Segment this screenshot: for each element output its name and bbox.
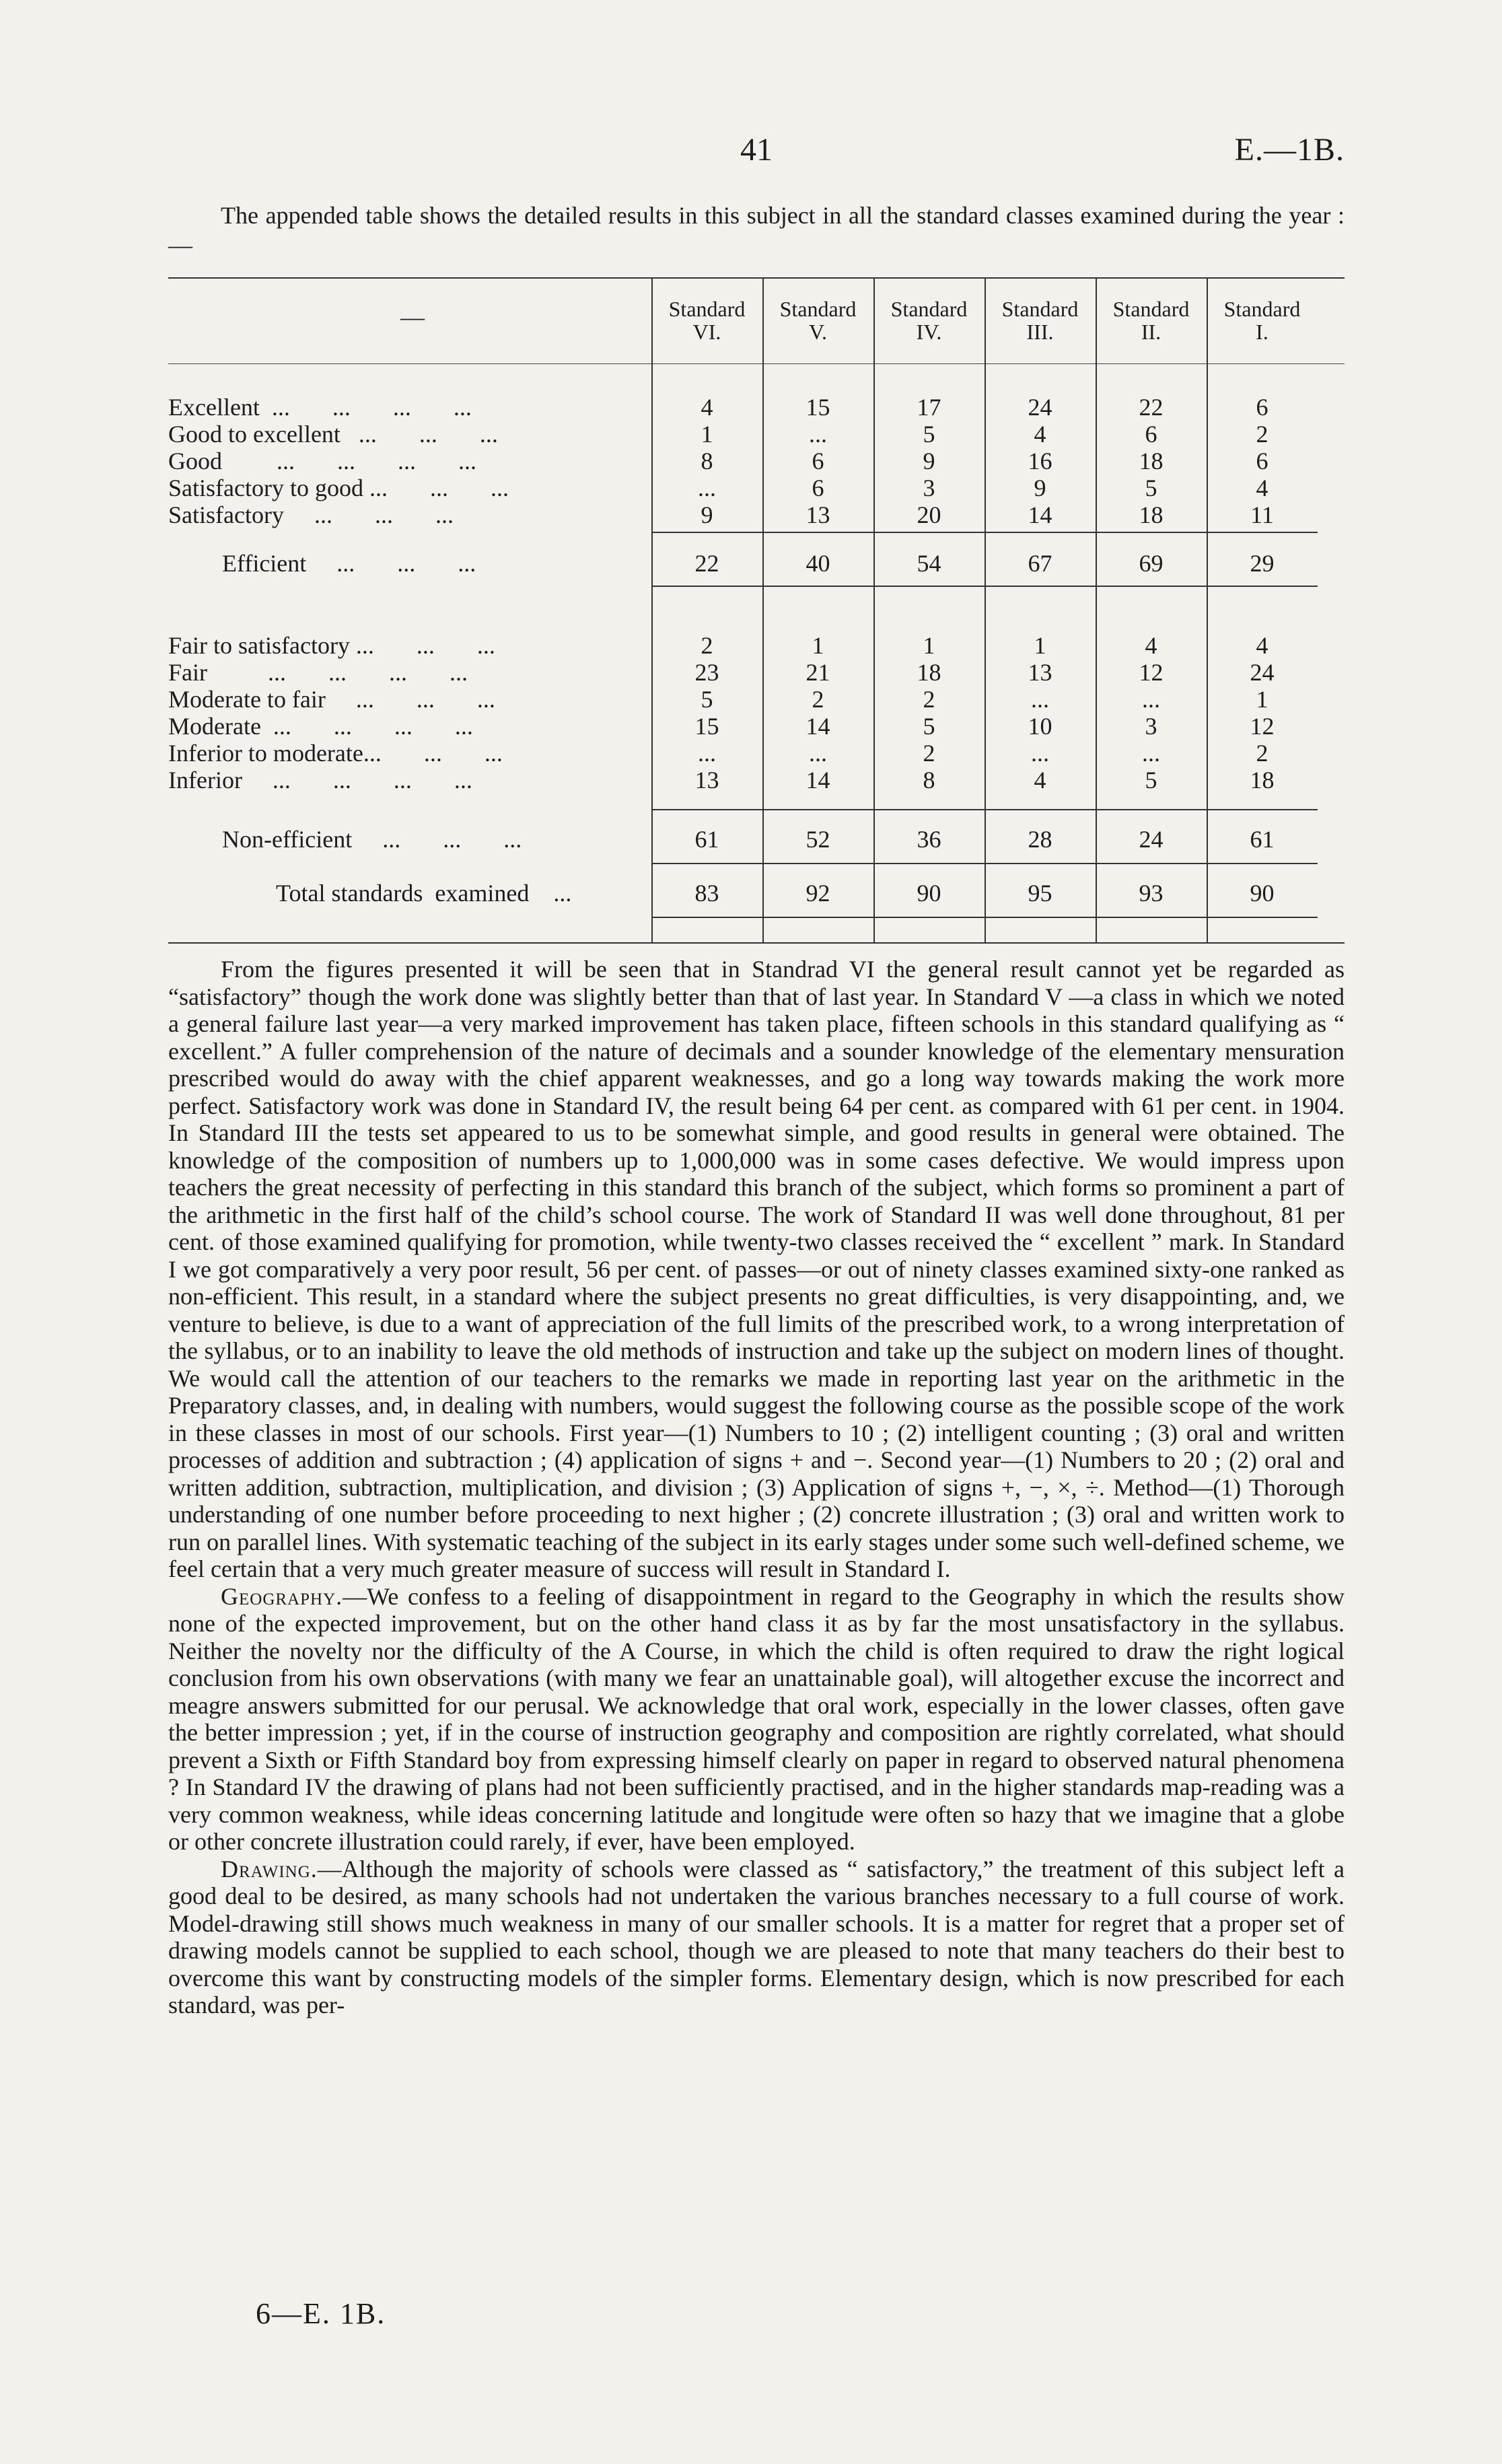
table-cell: 90 (1250, 880, 1275, 907)
column-header (985, 297, 1096, 343)
table-cell: 9 (923, 448, 935, 474)
row-label: Satisfactory to good ... ... ... (168, 474, 509, 501)
row-label: Excellent ... ... ... ... (168, 394, 472, 421)
column-header-line: Standard (668, 297, 746, 321)
column-header-line: VI. (692, 320, 721, 344)
table-cell: ... (1031, 686, 1049, 713)
column-header-line: I. (1256, 320, 1268, 344)
table-cell: 4 (1034, 767, 1046, 794)
table-cell: 2 (923, 740, 935, 767)
table-cell: 4 (1145, 632, 1157, 659)
table-cell: 2 (701, 632, 713, 659)
column-header (873, 297, 985, 343)
table-cell: 21 (806, 659, 830, 686)
table-cell: 54 (917, 550, 941, 577)
table-bottom-rule (168, 942, 1345, 944)
table-cell: ... (809, 740, 827, 767)
table-cell: 1 (812, 632, 824, 659)
table-cell: 92 (806, 880, 830, 907)
table-cell: 24 (1250, 659, 1275, 686)
table-cell: 4 (1256, 632, 1268, 659)
subtotal-rule (651, 809, 1318, 810)
table-cell: 61 (694, 826, 719, 853)
table-cell: 4 (1256, 474, 1268, 501)
table-cell: 18 (917, 659, 941, 686)
column-header-line: Standard (890, 297, 968, 321)
table-cell: 6 (812, 474, 824, 501)
row-label: Moderate ... ... ... ... (168, 713, 473, 740)
intro-text: The appended table shows the detailed results in this subject in all the standard classes examined during the year :— (168, 202, 1345, 258)
row-label: Good ... ... ... ... (168, 448, 476, 474)
table-cell: 18 (1139, 501, 1164, 528)
table-cell: 17 (917, 394, 941, 421)
subtotal-rule (651, 532, 1318, 533)
geography-heading: Geography. (221, 1582, 343, 1610)
table-cell: 6 (1256, 448, 1268, 474)
table-cell: 9 (701, 501, 713, 528)
table-cell: 2 (1256, 421, 1268, 448)
table-cell: 14 (1028, 501, 1052, 528)
page-number: 41 (740, 132, 773, 168)
table-cell: 22 (1139, 394, 1164, 421)
table-cell: 93 (1139, 880, 1164, 907)
table-cell: 2 (812, 686, 824, 713)
column-header-line: Standard (1223, 297, 1301, 321)
table-cell: 8 (923, 767, 935, 794)
row-label: Moderate to fair ... ... ... (168, 686, 495, 713)
column-header-line: Standard (1112, 297, 1190, 321)
table-cell: 24 (1028, 394, 1052, 421)
table-cell: 8 (701, 448, 713, 474)
table-cell: 13 (694, 767, 719, 794)
table-header-rule (168, 363, 1345, 364)
row-label: Good to excellent ... ... ... (168, 421, 498, 448)
report-body (168, 956, 1345, 2019)
table-cell: 3 (923, 474, 935, 501)
table-cell: ... (1142, 686, 1160, 713)
table-cell: 12 (1139, 659, 1164, 686)
table-cell: 20 (917, 501, 941, 528)
table-cell: 5 (923, 713, 935, 740)
table-cell: 24 (1139, 826, 1164, 853)
table-cell: 11 (1250, 501, 1274, 528)
row-label: Inferior to moderate... ... ... (168, 740, 503, 767)
document-reference: E.—1B. (1234, 132, 1345, 168)
drawing-text: —Although the majority of schools were classed as “ satisfactory,” the treatment of this subject left a good deal to be desired, as many schools had not undertaken the various branches necessary to a full course of work. Model-drawing still shows much weakness in many of our smaller schools. It is a matter for regret that a proper set of drawing models cannot be supplied to each school, though we are pleased to note that many teachers do their best to overcome this want by constructing models of the simpler forms. Elementary design, which is now prescribed for each standard, was per- (168, 1855, 1345, 2018)
column-header-line: V. (809, 320, 827, 344)
table-cell: 36 (917, 826, 941, 853)
subtotal-rule (651, 586, 1318, 587)
row-label: Satisfactory ... ... ... (168, 501, 454, 528)
table-corner-dash: — (400, 304, 425, 330)
table-cell: 14 (806, 713, 830, 740)
table-cell: 18 (1139, 448, 1164, 474)
table-cell: 9 (1034, 474, 1046, 501)
table-cell: 3 (1145, 713, 1157, 740)
column-header (762, 297, 873, 343)
table-cell: 90 (917, 880, 941, 907)
drawing-heading: Drawing. (221, 1855, 318, 1882)
table-cell: 2 (1256, 740, 1268, 767)
column-header (1096, 297, 1207, 343)
table-cell: 28 (1028, 826, 1052, 853)
results-table (168, 277, 1345, 944)
column-header-line: IV. (916, 320, 942, 344)
page-header (168, 131, 1345, 178)
column-header-line: III. (1026, 320, 1054, 344)
row-label: Fair to satisfactory ... ... ... (168, 632, 495, 659)
table-cell: 12 (1250, 713, 1275, 740)
footer-signature: 6—E. 1B. (256, 2297, 386, 2330)
table-cell: 2 (923, 686, 935, 713)
table-cell: 23 (694, 659, 719, 686)
table-cell: 1 (1256, 686, 1268, 713)
table-cell: 4 (701, 394, 713, 421)
table-cell: 13 (806, 501, 830, 528)
table-cell: 69 (1139, 550, 1164, 577)
table-cell: 40 (806, 550, 830, 577)
table-cell: ... (1031, 740, 1049, 767)
row-label-subtotal: Non-efficient ... ... ... (222, 826, 522, 853)
geography-paragraph (168, 1583, 1345, 1856)
table-cell: 14 (806, 767, 830, 794)
table-cell: 1 (1034, 632, 1046, 659)
table-cell: 10 (1028, 713, 1052, 740)
row-label: Fair ... ... ... ... (168, 659, 468, 686)
table-cell: ... (698, 474, 716, 501)
column-header-line: Standard (1001, 297, 1079, 321)
table-cell: 16 (1028, 448, 1052, 474)
arithmetic-paragraph: From the figures presented it will be seen that in Standrad VI the general result cannot yet be regarded as “satisfactory” though the work done was slightly better than that of last year. In Standard V —a class in which we noted a general failure last year—a very marked improvement has taken place, fifteen schools in this standard qualifying as “ excellent.” A fuller comprehension of the nature of decimals and a sounder knowledge of the elementary mensuration prescribed would do away with the chief apparent weaknesses, and go a long way towards making the work more perfect. Satisfactory work was done in Standard IV, the result being 64 per cent. as compared with 61 per cent. in 1904. In Standard III the tests set appeared to us to be somewhat simple, and good results in general were obtained. The knowledge of the composition of numbers up to 1,000,000 was in some cases defective. We would impress upon teachers the great necessity of perfecting in this standard this branch of the subject, which forms so prominent a part of the arithmetic in the first half of the child’s school course. The work of Standard II was well done throughout, 81 per cent. of those examined qualifying for promotion, while twenty-two classes received the “ excellent ” mark. In Standard I we got comparatively a very poor result, 56 per cent. of passes—or out of ninety classes examined sixty-one ranked as non-efficient. This result, in a standard where the subject presents no great difficulties, is very disappointing, and, we venture to believe, is due to a want of appreciation of the full limits of the prescribed work, to a wrong interpretation of the syllabus, or to an inability to leave the old methods of instruction and take up the subject on modern lines of thought. We would call the attention of our teachers to the remarks we made in reporting last year on the arithmetic in the Preparatory classes, and, in dealing with numbers, would suggest the following course as the possible scope of the work in these classes in most of our schools. First year—(1) Numbers to 10 ; (2) intelligent counting ; (3) oral and written processes of addition and subtraction ; (4) application of signs + and −. Second year—(1) Numbers to 20 ; (2) oral and written addition, subtraction, multiplication, and division ; (3) Application of signs +, −, ×, ÷. Method—(1) Thorough understanding of one number before proceeding to next higher ; (2) concrete illustration ; (3) oral and written work to run on parallel lines. With systematic teaching of the subject in its early stages under some such well-defined scheme, we feel certain that a very much greater measure of success will result in Standard I. (168, 956, 1345, 1582)
column-header-line: Standard (779, 297, 857, 321)
table-cell: 29 (1250, 550, 1275, 577)
table-cell: 22 (694, 550, 719, 577)
table-cell: 5 (701, 686, 713, 713)
table-cell: ... (809, 421, 827, 448)
table-cell: 5 (1145, 767, 1157, 794)
column-header (1207, 297, 1318, 343)
table-cell: 61 (1250, 826, 1275, 853)
row-label-subtotal: Efficient ... ... ... (222, 550, 476, 577)
table-cell: 83 (694, 880, 719, 907)
table-cell: 67 (1028, 550, 1052, 577)
table-cell: 5 (923, 421, 935, 448)
table-cell: 6 (812, 448, 824, 474)
table-cell: ... (698, 740, 716, 767)
table-cell: 18 (1250, 767, 1275, 794)
geography-text: —We confess to a feeling of disappointment in regard to the Geography in which the results show none of the expected improvement, but on the other hand class it as by far the most unsatisfactory in the syllabus. Neither the novelty nor the difficulty of the A Course, in which the child is often required to draw the right logical conclusion from his own observations (with many we fear an unattainable goal), will altogether excuse the incorrect and meagre answers submitted for our perusal. We acknowledge that oral work, especially in the lower classes, often gave the better impression ; yet, if in the course of instruction geography and composition are rightly correlated, what should prevent a Sixth or Fifth Standard boy from expressing himself clearly on paper in regard to observed natural phenomena ? In Standard IV the drawing of plans had not been sufficiently practised, and in the higher standards map-reading was a very common weakness, while ideas concerning latitude and longitude were often so hazy that we imagine that a globe or other concrete illustration could rarely, if ever, have been employed. (168, 1582, 1345, 1855)
table-cell: 1 (701, 421, 713, 448)
table-cell: 6 (1145, 421, 1157, 448)
table-cell: 6 (1256, 394, 1268, 421)
row-label-total: Total standards examined ... (276, 880, 572, 907)
table-cell: 15 (806, 394, 830, 421)
table-cell: ... (1142, 740, 1160, 767)
column-header-line: II. (1141, 320, 1161, 344)
row-label: Inferior ... ... ... ... (168, 767, 472, 794)
table-cell: 13 (1028, 659, 1052, 686)
table-cell: 52 (806, 826, 830, 853)
table-cell: 95 (1028, 880, 1052, 907)
table-cell: 5 (1145, 474, 1157, 501)
table-cell: 4 (1034, 421, 1046, 448)
column-header (651, 297, 762, 343)
table-cell: 15 (694, 713, 719, 740)
drawing-paragraph (168, 1856, 1345, 2019)
table-cell: 1 (923, 632, 935, 659)
subtotal-rule (651, 917, 1318, 918)
subtotal-rule (651, 863, 1318, 864)
table-top-rule (168, 277, 1345, 279)
